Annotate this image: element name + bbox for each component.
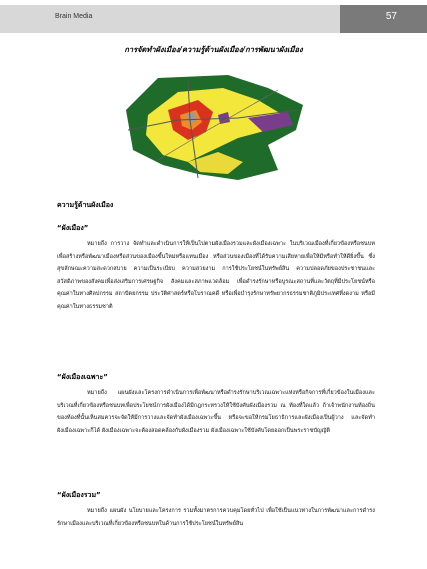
term-paragraph-2: หมายถึง แผนผังและโครงการดำเนินการเพื่อพัฒนาหรือดำรงรักษาบริเวณเฉพาะแห่งหรือกิจการที่เกี่ยวข้องในเมืองและบริเวณที่เกี่ยวข้องหรือชนบทเพื่อประโยชน์การผังเมืองได้มีกฎกระทรวงให้ใช้บังคับผังเมืองรวม ณ ท้องที่ใดแล้ว ถ้าเจ้าพนักงานท้องถิ่นของท้องที่นั้นเห็นสมควรจะจัดให้มีการวางและจัดทำผังเมืองเฉพาะขึ้น หรือจะขอให้กรมโยธาธิการและผังเมืองเป็นผู้วาง และจัดทำผังเมืองเฉพาะก็ได้ ผังเมืองเฉพาะจะต้องสอดคล้องกับผังเมืองรวม ผังเมืองเฉพาะใช้บังคับโดยออกเป็นพระราชบัญญัติ <box>57 390 375 434</box>
section-heading: ความรู้ด้านผังเมือง <box>57 201 114 209</box>
header-left-band <box>0 5 340 33</box>
term-paragraph-3: หมายถึง แผนผัง นโยบายและโครงการ รวมทั้งมาตรการควบคุมโดยทั่วไป เพื่อใช้เป็นแนวทางในการพัฒนาและการดำรงรักษาเมืองและบริเวณที่เกี่ยวข้องหรือชนบทในด้านการใช้ประโยชน์ในทรัพย์สิน <box>57 508 375 527</box>
term-heading-2: “ผังเมืองเฉพาะ” <box>57 373 108 381</box>
term-heading-3: “ผังเมืองรวม” <box>57 491 101 499</box>
page-number: 57 <box>385 11 397 22</box>
document-title: การจัดทำผังเมือง/ความรู้ด้านผังเมือง/การพัฒนาผังเมือง <box>124 45 303 54</box>
city-land-use-map-image <box>118 70 308 184</box>
term-heading-1: “ผังเมือง” <box>57 224 89 232</box>
term-paragraph-1: หมายถึง การวาง จัดทำและดำเนินการให้เป็นไปตามผังเมืองรวมและผังเมืองเฉพาะ ในบริเวณเมืองที่เกี่ยวข้องหรือชนบท เพื่อสร้างหรือพัฒนาเมืองหรือส่วนของเมืองขึ้นใหม่หรือแทนเมือง หรือส่วนของเมืองที่ได้รับความเสียหายเพื่อให้มีหรือทำให้ดียิ่งขึ้น ซึ่งสุขลักษณะความสะดวกสบาย ความเป็นระเบียบ ความสวยงาม การใช้ประโยชน์ในทรัพย์สิน ความปลอดภัยของประชาชนและสวัสดิภาพของสังคมเพื่อส่งเสริมการเศรษฐกิจ สังคมและสภาพแวดล้อม เพื่อดำรงรักษาหรือบูรณะสถานที่และวัตถุที่มีประโยชน์หรือคุณค่าในทางศิลปกรรม สถาปัตยกรรม ประวัติศาสตร์หรือโบราณคดี หรือเพื่อบำรุงรักษาทรัพยากรธรรมชาติภูมิประเทศที่งดงาม หรือมีคุณค่าในทางธรรมชาติ <box>57 241 375 310</box>
site-name: Brain Media <box>55 13 93 20</box>
page-header <box>0 5 427 33</box>
